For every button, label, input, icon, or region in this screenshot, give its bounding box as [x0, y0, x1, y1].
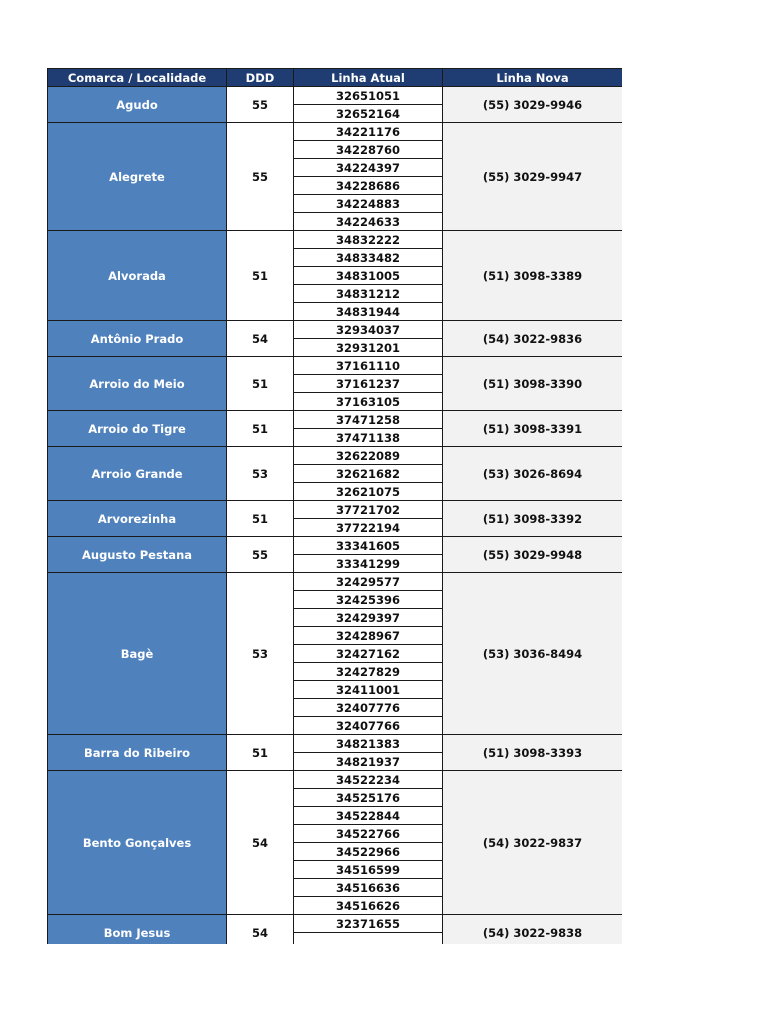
linha-atual-cell: 34522234 — [294, 771, 443, 789]
linha-atual-cell: 34821937 — [294, 753, 443, 771]
table-row — [48, 123, 623, 141]
linha-atual-cell: 32429397 — [294, 609, 443, 627]
table-row — [48, 231, 623, 249]
table-row — [48, 735, 623, 753]
linha-nova-cell: (55) 3029-9948 — [443, 537, 623, 573]
ddd-cell: 54 — [227, 771, 294, 915]
ddd-cell: 53 — [227, 573, 294, 735]
comarca-cell: Augusto Pestana — [48, 537, 227, 573]
phone-lines-table — [47, 68, 622, 944]
ddd-cell: 54 — [227, 321, 294, 357]
ddd-cell: 51 — [227, 357, 294, 411]
header-linha-atual: Linha Atual — [294, 69, 443, 87]
linha-nova-cell: (55) 3029-9947 — [443, 123, 623, 231]
linha-atual-cell: 37722194 — [294, 519, 443, 537]
ddd-cell: 51 — [227, 231, 294, 321]
linha-atual-cell: 37471258 — [294, 411, 443, 429]
table-row — [48, 447, 623, 465]
ddd-cell: 55 — [227, 87, 294, 123]
linha-atual-cell: 32427162 — [294, 645, 443, 663]
table-row — [48, 537, 623, 555]
comarca-cell: Arvorezinha — [48, 501, 227, 537]
linha-atual-cell: 34821383 — [294, 735, 443, 753]
table-row — [48, 87, 623, 105]
linha-nova-cell: (54) 3022-9836 — [443, 321, 623, 357]
linha-nova-cell: (51) 3098-3391 — [443, 411, 623, 447]
comarca-cell: Barra do Ribeiro — [48, 735, 227, 771]
comarca-cell: Bagè — [48, 573, 227, 735]
linha-atual-cell: 34224397 — [294, 159, 443, 177]
linha-nova-cell: (51) 3098-3392 — [443, 501, 623, 537]
linha-atual-cell: 34516636 — [294, 879, 443, 897]
table-body — [48, 87, 623, 945]
header-row — [48, 69, 623, 87]
linha-atual-cell: 34522966 — [294, 843, 443, 861]
linha-atual-cell: 34228760 — [294, 141, 443, 159]
header-ddd: DDD — [227, 69, 294, 87]
linha-atual-cell: 34831944 — [294, 303, 443, 321]
comarca-cell: Arroio do Tigre — [48, 411, 227, 447]
linha-atual-cell: 37161237 — [294, 375, 443, 393]
linha-atual-cell: 32427829 — [294, 663, 443, 681]
linha-atual-cell: 32621075 — [294, 483, 443, 501]
linha-atual-cell: 34516626 — [294, 897, 443, 915]
linha-atual-cell: 34224883 — [294, 195, 443, 213]
linha-atual-cell — [294, 933, 443, 945]
table-row — [48, 411, 623, 429]
linha-atual-cell: 37161110 — [294, 357, 443, 375]
linha-nova-cell: (51) 3098-3393 — [443, 735, 623, 771]
linha-atual-cell: 34224633 — [294, 213, 443, 231]
ddd-cell: 51 — [227, 501, 294, 537]
linha-atual-cell: 34832222 — [294, 231, 443, 249]
ddd-cell: 53 — [227, 447, 294, 501]
linha-nova-cell: (54) 3022-9837 — [443, 771, 623, 915]
linha-nova-cell: (51) 3098-3389 — [443, 231, 623, 321]
linha-atual-cell: 34831005 — [294, 267, 443, 285]
table-row — [48, 915, 623, 933]
ddd-cell: 51 — [227, 411, 294, 447]
ddd-cell: 51 — [227, 735, 294, 771]
comarca-cell: Alvorada — [48, 231, 227, 321]
linha-atual-cell: 34228686 — [294, 177, 443, 195]
linha-atual-cell: 32407776 — [294, 699, 443, 717]
linha-atual-cell: 33341299 — [294, 555, 443, 573]
linha-atual-cell: 32428967 — [294, 627, 443, 645]
linha-nova-cell: (55) 3029-9946 — [443, 87, 623, 123]
linha-atual-cell: 34525176 — [294, 789, 443, 807]
comarca-cell: Arroio Grande — [48, 447, 227, 501]
linha-atual-cell: 32425396 — [294, 591, 443, 609]
linha-atual-cell: 32931201 — [294, 339, 443, 357]
header-comarca: Comarca / Localidade — [48, 69, 227, 87]
linha-atual-cell: 37471138 — [294, 429, 443, 447]
linha-nova-cell: (51) 3098-3390 — [443, 357, 623, 411]
linha-atual-cell: 34831212 — [294, 285, 443, 303]
linha-atual-cell: 32621682 — [294, 465, 443, 483]
comarca-cell: Arroio do Meio — [48, 357, 227, 411]
linha-atual-cell: 34221176 — [294, 123, 443, 141]
linha-atual-cell: 32371655 — [294, 915, 443, 933]
ddd-cell: 55 — [227, 537, 294, 573]
linha-nova-cell: (53) 3036-8494 — [443, 573, 623, 735]
comarca-cell: Bom Jesus — [48, 915, 227, 945]
linha-atual-cell: 32407766 — [294, 717, 443, 735]
linha-atual-cell: 32411001 — [294, 681, 443, 699]
linha-atual-cell: 34522766 — [294, 825, 443, 843]
table-row — [48, 501, 623, 519]
linha-atual-cell: 34833482 — [294, 249, 443, 267]
linha-atual-cell: 34522844 — [294, 807, 443, 825]
comarca-cell: Bento Gonçalves — [48, 771, 227, 915]
comarca-cell: Alegrete — [48, 123, 227, 231]
table-row — [48, 321, 623, 339]
linha-atual-cell: 37721702 — [294, 501, 443, 519]
comarca-cell: Antônio Prado — [48, 321, 227, 357]
ddd-cell: 55 — [227, 123, 294, 231]
comarca-cell: Agudo — [48, 87, 227, 123]
linha-atual-cell: 32651051 — [294, 87, 443, 105]
linha-atual-cell: 32429577 — [294, 573, 443, 591]
linha-atual-cell: 34516599 — [294, 861, 443, 879]
linha-atual-cell: 32622089 — [294, 447, 443, 465]
linha-atual-cell: 33341605 — [294, 537, 443, 555]
header-linha-nova: Linha Nova — [443, 69, 623, 87]
linha-atual-cell: 32934037 — [294, 321, 443, 339]
table-row — [48, 357, 623, 375]
table-row — [48, 771, 623, 789]
spreadsheet-viewport — [47, 68, 622, 944]
ddd-cell: 54 — [227, 915, 294, 945]
table-row — [48, 573, 623, 591]
linha-nova-cell: (54) 3022-9838 — [443, 915, 623, 945]
linha-nova-cell: (53) 3026-8694 — [443, 447, 623, 501]
linha-atual-cell: 32652164 — [294, 105, 443, 123]
linha-atual-cell: 37163105 — [294, 393, 443, 411]
